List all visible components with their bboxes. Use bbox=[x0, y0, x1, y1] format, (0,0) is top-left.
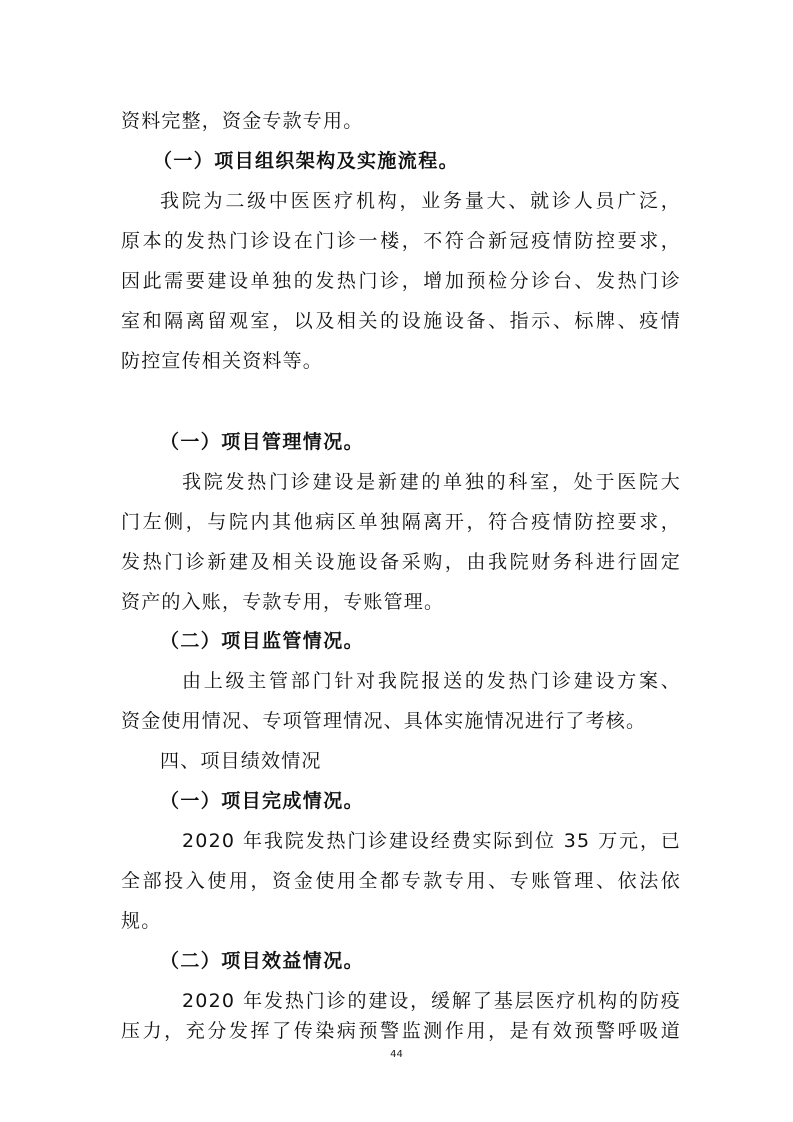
paragraph-line: 2020 年发热门诊的建设，缓解了基层医疗机构的防疫 bbox=[182, 990, 681, 1012]
section-heading: （二）项目监管情况。 bbox=[160, 630, 365, 652]
paragraph-line: 资金使用情况、专项管理情况、具体实施情况进行了考核。 bbox=[121, 710, 647, 732]
paragraph-line: 全部投入使用，资金使用全都专款专用、专账管理、依法依 bbox=[121, 870, 681, 892]
paragraph-line: 室和隔离留观室，以及相关的设施设备、指示、标牌、疫情 bbox=[121, 310, 681, 332]
paragraph-line: 原本的发热门诊设在门诊一楼，不符合新冠疫情防控要求， bbox=[121, 230, 681, 252]
paragraph-line: 我院为二级中医医疗机构，业务量大、就诊人员广泛， bbox=[160, 190, 681, 212]
paragraph-line: 资产的入账，专款专用，专账管理。 bbox=[121, 591, 445, 613]
paragraph-line: 2020 年我院发热门诊建设经费实际到位 35 万元，已 bbox=[182, 830, 681, 852]
section-heading: 四、项目绩效情况 bbox=[160, 750, 322, 772]
paragraph-line: 我院发热门诊建设是新建的单独的科室，处于医院大 bbox=[182, 471, 681, 493]
paragraph-line: 门左侧，与院内其他病区单独隔离开，符合疫情防控要求， bbox=[121, 511, 681, 533]
paragraph-line: 发热门诊新建及相关设施设备采购，由我院财务科进行固定 bbox=[121, 551, 681, 573]
paragraph-line: 规。 bbox=[121, 910, 162, 932]
paragraph-line: 资料完整，资金专款专用。 bbox=[121, 110, 364, 132]
paragraph-line: 因此需要建设单独的发热门诊，增加预检分诊台、发热门诊 bbox=[121, 270, 681, 292]
section-heading: （一）项目组织架构及实施流程。 bbox=[153, 150, 460, 172]
paragraph-line: 压力，充分发挥了传染病预警监测作用，是有效预警呼吸道 bbox=[121, 1020, 681, 1042]
paragraph-line: 由上级主管部门针对我院报送的发热门诊建设方案、 bbox=[182, 670, 681, 692]
paragraph-line: 防控宣传相关资料等。 bbox=[121, 350, 324, 372]
page-number: 44 bbox=[390, 1049, 403, 1060]
section-heading: （一）项目管理情况。 bbox=[160, 431, 365, 453]
section-heading: （一）项目完成情况。 bbox=[160, 790, 365, 812]
section-heading: （二）项目效益情况。 bbox=[160, 950, 365, 972]
